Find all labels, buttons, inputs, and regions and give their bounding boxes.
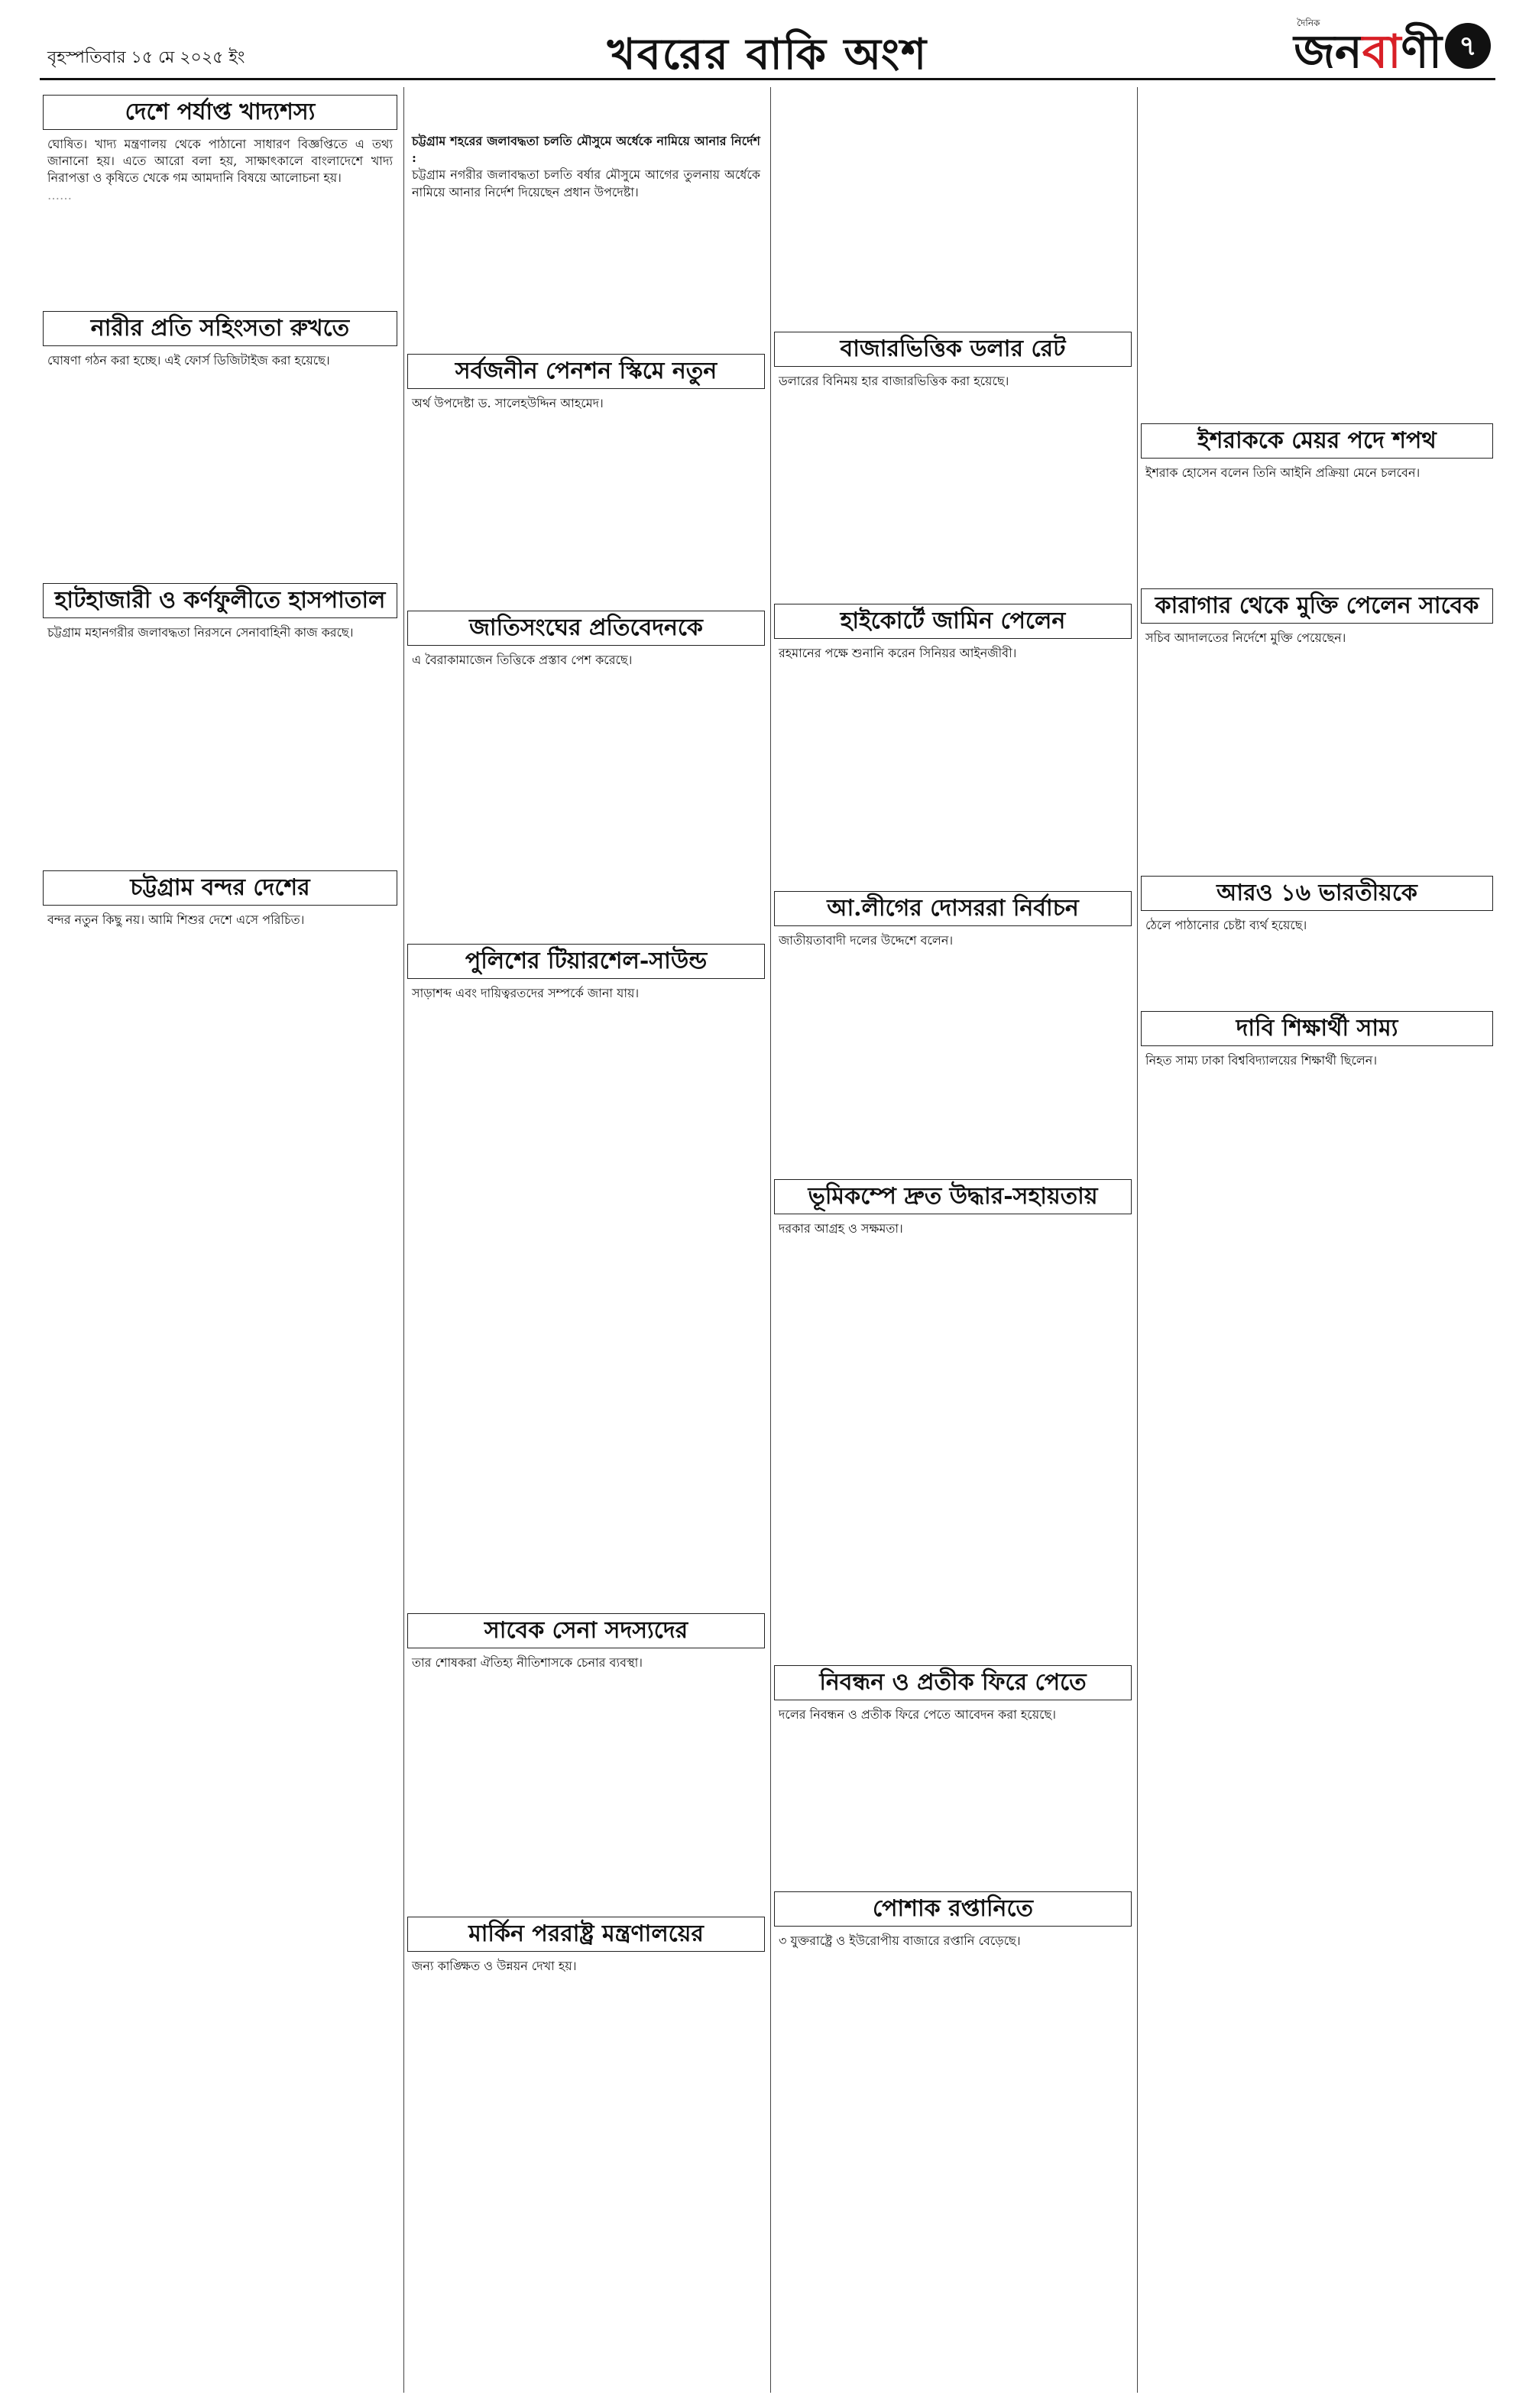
article-indians: ঠেলে পাঠানোর চেষ্টা ব্যর্থ হয়েছে। xyxy=(1145,918,1307,933)
headline-flood-notice: চট্টগ্রাম শহরের জলাবদ্ধতা চলতি মৌসুমে অর্ধেকে নামিয়ে আনার নির্দেশ : xyxy=(412,134,760,166)
article-pension: অর্থ উপদেষ্টা ড. সালেহউদ্দিন আহমেদ। xyxy=(412,395,604,410)
article-students: নিহত সাম্য ঢাকা বিশ্ববিদ্যালয়ের শিক্ষার্থী ছিলেন। xyxy=(1145,1052,1378,1068)
headline-garments: পোশাক রপ্তানিতে xyxy=(774,1891,1132,1927)
headline-hospital: হাটহাজারী ও কর্ণফুলীতে হাসপাতাল xyxy=(43,583,397,618)
article-garments: ৩ যুক্তরাষ্ট্রে ও ইউরোপীয় বাজারে রপ্তানি বেড়েছে। xyxy=(779,1933,1021,1949)
column-2 xyxy=(403,87,768,2393)
headline-dollar: বাজারভিত্তিক ডলার রেট xyxy=(774,332,1132,367)
headline-un-report: জাতিসংঘের প্রতিবেদনকে xyxy=(407,611,765,646)
brand-right: াণী xyxy=(1401,25,1442,79)
headline-mayor: ইশরাককে মেয়র পদে শপথ xyxy=(1141,423,1493,459)
article-hospital: চট্টগ্রাম মহানগরীর জলাবদ্ধতা নিরসনে সেনাবাহিনী কাজ করছে। xyxy=(47,625,354,640)
headline-bail: হাইকোর্টে জামিন পেলেন xyxy=(774,604,1132,639)
headline-army: সাবেক সেনা সদস্যদের xyxy=(407,1613,765,1648)
page-number: ৭ xyxy=(1445,23,1491,69)
article-food: ঘোষিত। খাদ্য মন্ত্রণালয় থেকে পাঠানো সাধারণ বিজ্ঞপ্তিতে এ তথ্য জানানো হয়। এতে আরো বলা হয়, সাক্ষাৎকালে বাংলাদেশে খাদ্য নিরাপত্তা ও কৃষিতে খেকে গম আমদানি বিষয়ে আলোচনা হয়। xyxy=(47,137,393,186)
article-un-report: এ বৈরাকামাজেন তিত্তিকে প্রস্তাব পেশ করেছে। xyxy=(412,653,633,668)
headline-food: দেশে পর্যাপ্ত খাদ্যশস্য xyxy=(43,95,397,130)
column-1 xyxy=(40,87,400,2393)
headline-al-leaders: আ.লীগের দোসররা নির্বাচন xyxy=(774,891,1132,926)
article-army: তার শোষকরা ঐতিহ্য নীতিশাসকে চেনার ব্যবস্থা। xyxy=(412,1655,643,1671)
headline-police: পুলিশের টিয়ারশেল-সাউন্ড xyxy=(407,944,765,979)
brand-small-text: দৈনিক xyxy=(1297,18,1320,28)
article-women: ঘোষণা গঠন করা হচ্ছে। এই ফোর্স ডিজিটাইজ করা হয়েছে। xyxy=(47,352,330,368)
column-3 xyxy=(770,87,1135,2393)
article-released: সচিব আদালতের নির্দেশে মুক্তি পেয়েছেন। xyxy=(1145,630,1346,646)
article-police: সাড়াশব্দ এবং দায়িত্বরতদের সম্পর্কে জানা যায়। xyxy=(412,986,640,1001)
page-header xyxy=(40,11,1495,80)
section-title: খবরের বাকি অংশ xyxy=(607,29,928,79)
article-bail: রহমানের পক্ষে শুনানি করেন সিনিয়র আইনজীবী। xyxy=(779,646,1017,661)
headline-released: কারাগার থেকে মুক্তি পেলেন সাবেক xyxy=(1141,588,1493,624)
headline-quake: ভূমিকম্পে দ্রুত উদ্ধার-সহায়তায় xyxy=(774,1179,1132,1214)
newspaper-logo xyxy=(1294,17,1442,93)
headline-registration: নিবন্ধন ও প্রতীক ফিরে পেতে xyxy=(774,1665,1132,1700)
headline-us-state: মার্কিন পররাষ্ট্র মন্ত্রণালয়ের xyxy=(407,1917,765,1952)
headline-port: চট্টগ্রাম বন্দর দেশের xyxy=(43,870,397,906)
article-quake: দরকার আগ্রহ ও সক্ষমতা। xyxy=(779,1220,903,1236)
article-flood-notice: চট্টগ্রাম নগরীর জলাবদ্ধতা চলতি বর্ষার মৌসুমে আগের তুলনায় অর্ধেকে নামিয়ে আনার নির্দেশ দিয়েছেন প্রধান উপদেষ্টা। xyxy=(412,167,760,199)
headline-students: দাবি শিক্ষার্থী সাম্য xyxy=(1141,1011,1493,1046)
brand-mid: ব xyxy=(1362,25,1401,79)
headline-indians: আরও ১৬ ভারতীয়কে xyxy=(1141,876,1493,911)
article-port: বন্দর নতুন কিছু নয়। আমি শিশুর দেশে এসে পরিচিত। xyxy=(47,912,305,928)
column-4 xyxy=(1137,87,1496,2393)
filler: …… xyxy=(47,187,72,203)
brand-left: জন xyxy=(1294,25,1362,79)
article-us-state: জন্য কাঙ্ক্ষিত ও উন্নয়ন দেখা হয়। xyxy=(412,1958,577,1973)
issue-date: বৃহস্পতিবার ১৫ মে ২০২৫ ইং xyxy=(47,48,245,67)
headline-women: নারীর প্রতি সহিংসতা রুখতে xyxy=(43,311,397,346)
article-mayor: ইশরাক হোসেন বলেন তিনি আইনি প্রক্রিয়া মেনে চলবেন। xyxy=(1145,465,1420,480)
headline-pension: সর্বজনীন পেনশন স্কিমে নতুন xyxy=(407,354,765,389)
article-registration: দলের নিবন্ধন ও প্রতীক ফিরে পেতে আবেদন করা হয়েছে। xyxy=(779,1706,1056,1722)
article-al-leaders: জাতীয়তাবাদী দলের উদ্দেশে বলেন। xyxy=(779,933,954,948)
article-dollar: ডলারের বিনিময় হার বাজারভিত্তিক করা হয়েছে। xyxy=(779,374,1009,388)
